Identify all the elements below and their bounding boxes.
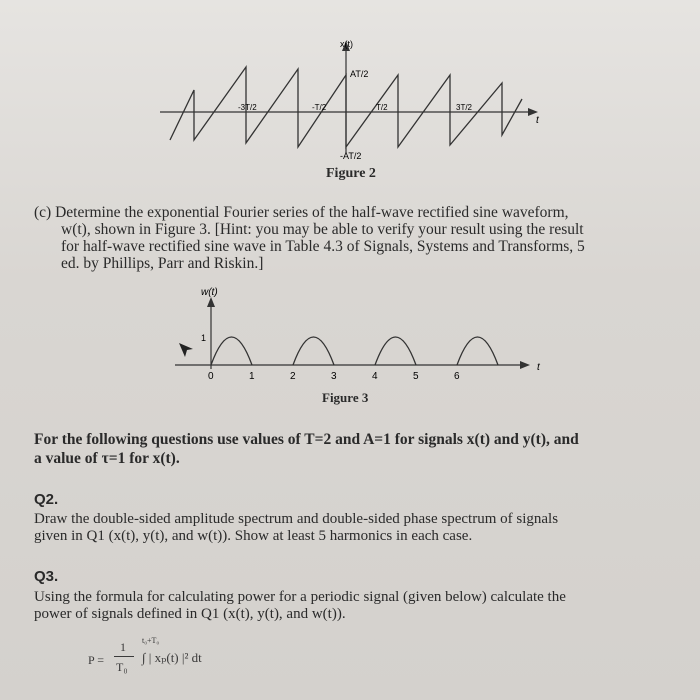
q3-heading: Q3. [34,568,59,585]
power-formula [88,636,348,690]
fig3-tick-label: 0 [208,371,214,382]
mouse-cursor-icon [179,343,193,357]
figure-2-sawtooth-plot [150,35,550,160]
formula-upper-limit: t₀+T₀ [142,636,160,645]
fig3-hump [211,337,252,365]
part-c-line-4: ed. by Phillips, Parr and Riskin.] [61,255,264,272]
instructions-line-1: For the following questions use values of T=2 and A=1 for signals x(t) and y(t), and [34,431,579,448]
fig2-y-axis-label: x(t) [340,39,353,49]
fig2-tick-label: T/2 [376,103,388,112]
fig3-x-arrow-icon [520,361,530,369]
q2-line-2: given in Q1 (x(t), y(t), and w(t)). Show at least 5 harmonics in each case. [34,528,473,544]
figure-3-half-wave-plot [165,283,555,388]
fig3-tick-label: 5 [413,371,419,382]
q3-line-2: power of signals defined in Q1 (x(t), y(t), and w(t)). [34,606,346,622]
formula-denominator: T₀ [116,660,128,674]
fig3-tick-label: 1 [249,371,255,382]
fig3-tick-label: 2 [290,371,296,382]
fig3-tick-label: 6 [454,371,460,382]
fig3-hump [457,337,498,365]
figure-2-caption: Figure 2 [326,166,376,181]
fig2-x-axis-label: t [536,115,539,126]
fig3-x-axis-label: t [537,362,540,373]
part-c-line-2: w(t), shown in Figure 3. [Hint: you may be able to verify your result using the result [61,221,584,238]
fig3-hump [293,337,334,365]
q3-line-1: Using the formula for calculating power for a periodic signal (given below) calculate the [34,589,566,605]
fig3-y-arrow-icon [207,297,215,307]
formula-integrand: ∫ | xₚ(t) |² dt [142,650,202,665]
part-c-line-1: (c) Determine the exponential Fourier series of the half-wave rectified sine waveform, [34,204,569,221]
formula-numerator: 1 [120,640,126,654]
formula-fraction-bar [114,656,134,657]
fig2-tick-label: 3T/2 [456,103,473,112]
instructions-line-2: a value of τ=1 for x(t). [34,450,180,467]
part-c-line-3: for half-wave rectified sine wave in Table 4.3 of Signals, Systems and Transforms, 5 [61,238,585,255]
q2-heading: Q2. [34,491,59,508]
formula-lhs: P = [88,653,104,667]
fig2-bottom-value: -AT/2 [340,151,362,160]
q2-line-1: Draw the double-sided amplitude spectrum and double-sided phase spectrum of signals [34,511,559,527]
fig3-tick-label: 4 [372,371,378,382]
fig2-top-value: AT/2 [350,69,369,79]
fig3-amplitude-label: 1 [201,333,207,343]
fig3-hump [375,337,416,365]
fig2-tick-label: -T/2 [312,103,327,112]
fig2-tick-label: -3T/2 [238,103,257,112]
fig3-y-axis-label: w(t) [201,287,218,298]
figure-3-caption: Figure 3 [322,390,369,405]
fig3-tick-label: 3 [331,371,337,382]
